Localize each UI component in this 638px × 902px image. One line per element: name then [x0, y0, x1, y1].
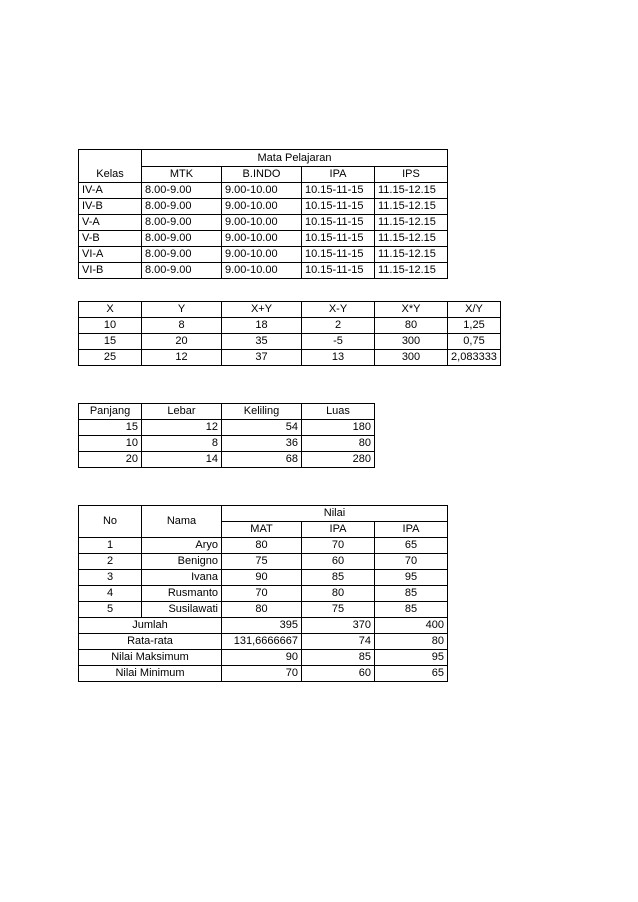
grades-nama-cell: Benigno: [142, 554, 222, 570]
arith-cell: 0,75: [448, 334, 501, 350]
table-row: [79, 318, 501, 334]
schedule-subject-header: B.INDO: [222, 167, 302, 183]
rect-cell: 14: [142, 452, 222, 468]
rect-header-cell: Panjang: [79, 404, 142, 420]
grades-subject-header: IPA: [302, 522, 375, 538]
summary-value: 85: [302, 650, 375, 666]
arith-cell: 18: [222, 318, 302, 334]
schedule-time-cell: 8.00-9.00: [142, 199, 222, 215]
arith-cell: 300: [375, 350, 448, 366]
grades-nama-cell: Aryo: [142, 538, 222, 554]
schedule-kelas-cell: IV-B: [79, 199, 142, 215]
grades-score-cell: 85: [375, 586, 448, 602]
schedule-time-cell: 10.15-11-15: [302, 231, 375, 247]
rect-cell: 80: [302, 436, 375, 452]
rect-cell: 180: [302, 420, 375, 436]
schedule-table: [78, 149, 448, 279]
schedule-time-cell: 11.15-12.15: [375, 183, 448, 199]
summary-value: 370: [302, 618, 375, 634]
arith-header-cell: X+Y: [222, 302, 302, 318]
grades-nama-cell: Ivana: [142, 570, 222, 586]
summary-row-rata-rata: [79, 634, 448, 650]
schedule-time-cell: 9.00-10.00: [222, 215, 302, 231]
schedule-group-header: Mata Pelajaran: [142, 150, 448, 167]
arith-cell: 25: [79, 350, 142, 366]
grades-no-cell: 4: [79, 586, 142, 602]
rect-cell: 36: [222, 436, 302, 452]
schedule-time-cell: 10.15-11-15: [302, 183, 375, 199]
schedule-time-cell: 8.00-9.00: [142, 263, 222, 279]
rect-cell: 10: [79, 436, 142, 452]
schedule-time-cell: 11.15-12.15: [375, 263, 448, 279]
summary-label: Nilai Maksimum: [79, 650, 222, 666]
table-row: [79, 586, 448, 602]
schedule-time-cell: 11.15-12.15: [375, 199, 448, 215]
arith-cell: 13: [302, 350, 375, 366]
grades-no-cell: 3: [79, 570, 142, 586]
grades-score-cell: 75: [222, 554, 302, 570]
arith-cell: 37: [222, 350, 302, 366]
grades-no-header: No: [79, 506, 142, 538]
grades-score-cell: 85: [302, 570, 375, 586]
arith-cell: 80: [375, 318, 448, 334]
schedule-time-cell: 9.00-10.00: [222, 199, 302, 215]
table-row: [79, 538, 448, 554]
grades-nama-cell: Susilawati: [142, 602, 222, 618]
summary-value: 80: [375, 634, 448, 650]
schedule-subject-header: IPA: [302, 167, 375, 183]
arith-header-cell: X*Y: [375, 302, 448, 318]
summary-value: 131,6666667: [222, 634, 302, 650]
arith-cell: 10: [79, 318, 142, 334]
schedule-subject-header: MTK: [142, 167, 222, 183]
grades-no-cell: 1: [79, 538, 142, 554]
rect-cell: 54: [222, 420, 302, 436]
schedule-time-cell: 10.15-11-15: [302, 199, 375, 215]
schedule-kelas-header: Kelas: [79, 167, 142, 183]
rect-header-cell: Keliling: [222, 404, 302, 420]
schedule-time-cell: 9.00-10.00: [222, 247, 302, 263]
grades-nilai-header: Nilai: [222, 506, 448, 522]
schedule-time-cell: 11.15-12.15: [375, 231, 448, 247]
grades-score-cell: 95: [375, 570, 448, 586]
arith-header-row: [79, 302, 501, 318]
grades-nama-cell: Rusmanto: [142, 586, 222, 602]
grades-header-row-1: [79, 506, 448, 522]
summary-value: 400: [375, 618, 448, 634]
rect-header-row: [79, 404, 375, 420]
arith-header-cell: X-Y: [302, 302, 375, 318]
summary-row-nilai-maksimum: [79, 650, 448, 666]
summary-value: 90: [222, 650, 302, 666]
grades-score-cell: 85: [375, 602, 448, 618]
rect-cell: 15: [79, 420, 142, 436]
schedule-kelas-cell: IV-A: [79, 183, 142, 199]
rect-cell: 68: [222, 452, 302, 468]
arith-header-cell: X: [79, 302, 142, 318]
table-row: [79, 183, 448, 199]
rectangle-table: [78, 403, 375, 468]
grades-score-cell: 70: [222, 586, 302, 602]
summary-label: Jumlah: [79, 618, 222, 634]
schedule-kelas-cell: VI-A: [79, 247, 142, 263]
schedule-header-row-1: [79, 150, 448, 167]
table-row: [79, 263, 448, 279]
grades-subject-header: MAT: [222, 522, 302, 538]
rect-cell: 20: [79, 452, 142, 468]
schedule-corner-cell: [79, 150, 142, 167]
arith-cell: 12: [142, 350, 222, 366]
rect-cell: 280: [302, 452, 375, 468]
table-row: [79, 334, 501, 350]
summary-value: 74: [302, 634, 375, 650]
table-row: [79, 215, 448, 231]
grades-nama-header: Nama: [142, 506, 222, 538]
table-row: [79, 247, 448, 263]
rect-cell: 12: [142, 420, 222, 436]
schedule-kelas-cell: V-A: [79, 215, 142, 231]
grades-score-cell: 90: [222, 570, 302, 586]
grades-score-cell: 80: [222, 602, 302, 618]
schedule-subject-header: IPS: [375, 167, 448, 183]
schedule-time-cell: 9.00-10.00: [222, 183, 302, 199]
schedule-time-cell: 8.00-9.00: [142, 183, 222, 199]
summary-label: Nilai Minimum: [79, 666, 222, 682]
table-row: [79, 570, 448, 586]
schedule-kelas-cell: V-B: [79, 231, 142, 247]
arith-cell: 2,083333: [448, 350, 501, 366]
schedule-time-cell: 10.15-11-15: [302, 263, 375, 279]
arith-header-cell: Y: [142, 302, 222, 318]
schedule-time-cell: 8.00-9.00: [142, 231, 222, 247]
table-row: [79, 452, 375, 468]
grades-subject-header: IPA: [375, 522, 448, 538]
schedule-time-cell: 11.15-12.15: [375, 215, 448, 231]
table-row: [79, 602, 448, 618]
grades-score-cell: 80: [302, 586, 375, 602]
summary-value: 60: [302, 666, 375, 682]
table-row: [79, 420, 375, 436]
grades-no-cell: 2: [79, 554, 142, 570]
arith-cell: -5: [302, 334, 375, 350]
schedule-time-cell: 8.00-9.00: [142, 247, 222, 263]
table-row: [79, 554, 448, 570]
summary-value: 95: [375, 650, 448, 666]
table-row: [79, 231, 448, 247]
arith-cell: 300: [375, 334, 448, 350]
grades-no-cell: 5: [79, 602, 142, 618]
arith-cell: 8: [142, 318, 222, 334]
rect-cell: 8: [142, 436, 222, 452]
summary-row-jumlah: [79, 618, 448, 634]
arith-cell: 35: [222, 334, 302, 350]
grades-table: [78, 505, 448, 682]
rect-header-cell: Lebar: [142, 404, 222, 420]
schedule-time-cell: 11.15-12.15: [375, 247, 448, 263]
schedule-time-cell: 10.15-11-15: [302, 247, 375, 263]
schedule-time-cell: 8.00-9.00: [142, 215, 222, 231]
arith-cell: 15: [79, 334, 142, 350]
rect-header-cell: Luas: [302, 404, 375, 420]
arith-cell: 20: [142, 334, 222, 350]
summary-value: 395: [222, 618, 302, 634]
schedule-header-row-2: [79, 167, 448, 183]
grades-score-cell: 80: [222, 538, 302, 554]
summary-label: Rata-rata: [79, 634, 222, 650]
schedule-time-cell: 9.00-10.00: [222, 263, 302, 279]
schedule-kelas-cell: VI-B: [79, 263, 142, 279]
arith-header-cell: X/Y: [448, 302, 501, 318]
grades-score-cell: 70: [375, 554, 448, 570]
summary-value: 65: [375, 666, 448, 682]
grades-score-cell: 60: [302, 554, 375, 570]
schedule-time-cell: 10.15-11-15: [302, 215, 375, 231]
arithmetic-table: [78, 301, 501, 366]
table-row: [79, 436, 375, 452]
grades-score-cell: 70: [302, 538, 375, 554]
arith-cell: 1,25: [448, 318, 501, 334]
arith-cell: 2: [302, 318, 375, 334]
grades-score-cell: 75: [302, 602, 375, 618]
table-row: [79, 199, 448, 215]
schedule-time-cell: 9.00-10.00: [222, 231, 302, 247]
summary-value: 70: [222, 666, 302, 682]
grades-score-cell: 65: [375, 538, 448, 554]
table-row: [79, 350, 501, 366]
summary-row-nilai-minimum: [79, 666, 448, 682]
